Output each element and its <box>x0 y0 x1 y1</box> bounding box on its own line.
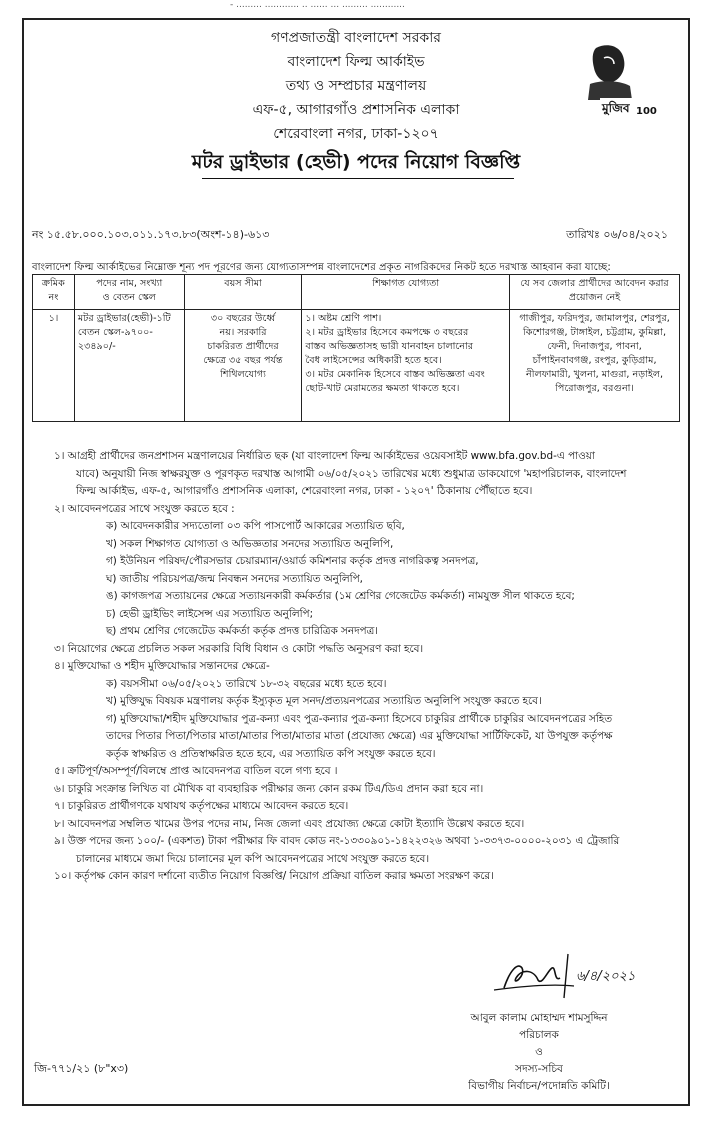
signatory-committee: বিভাগীয় নির্বাচন/পদোন্নতি কমিটি। <box>468 1080 610 1092</box>
intro-text: বাংলাদেশ ফিল্ম আর্কাইভের নিম্নোক্ত শূন্য পদ পূরণের জন্য যোগ্যতাসম্পন্ন বাংলাদেশের প্রকৃত নাগরিকদের নিকট হতে দরখাস্ত আহবান করা যাচ্ছে: <box>32 262 611 273</box>
vacancy-table <box>32 274 680 422</box>
list-item: খ) মুক্তিযুদ্ধ বিষয়ক মন্ত্রণালয় কর্তৃক ইস্যুকৃত মূল সনদ/প্রত্যয়নপত্রের সত্যায়িত অনুলিপি সংযুক্ত করতে হবে। <box>106 695 542 707</box>
svg-text:100: 100 <box>636 106 657 117</box>
title-underline <box>202 178 514 179</box>
signatory-designation: পরিচালক <box>519 1029 559 1041</box>
notice-title: মটর ড্রাইভার (হেভী) পদের নিয়োগ বিজ্ঞপ্তি <box>191 151 521 173</box>
header-line-3: তথ্য ও সম্প্রচার মন্ত্রণালয় <box>285 78 427 94</box>
cell-post: মটর ড্রাইভার(হেভী)-১টি বেতন স্কেল-৯৭০০- ২৩৪৯০/- <box>74 310 184 422</box>
col-districts: যে সব জেলার প্রার্থীদের আবেদন করার প্রয়োজন নেই <box>510 275 680 310</box>
list-item: ঘ) জাতীয় পরিচয়পত্র/জন্ম নিবন্ধন সনদের সত্যায়িত অনুলিপি, <box>106 572 363 585</box>
header-line-4: এফ-৫, আগারগাঁও প্রশাসনিক এলাকা <box>252 102 460 118</box>
signatory-name: আবুল কালাম মোহাম্মদ শামসুদ্দিন <box>470 1012 608 1024</box>
list-item: গ) মুক্তিযোদ্ধা/শহীদ মুক্তিযোদ্ধার পুত্র-কন্যা এবং পুত্র-কন্যার পুত্র-কন্যা হিসেবে চাকুরির প্রার্থীকে চাকুরির আবেদনপত্রের সহিত <box>106 712 613 725</box>
header-line-2: বাংলাদেশ ফিল্ম আর্কাইভ <box>287 54 425 70</box>
list-item: তাদের পিতার পিতা/পিতার মাতা/মাতার পিতা/মাতার মাতা (প্রযোজ্য ক্ষেত্রে) এর মুক্তিযোদ্ধা সার্টিফিকেট, যা উপযুক্ত কর্তৃপক্ষ <box>106 730 613 742</box>
header-line-1: গণপ্রজাতন্ত্রী বাংলাদেশ সরকার <box>271 30 441 46</box>
handwritten-signature <box>464 940 644 1000</box>
list-item: ৫। ক্রটিপূর্ণ/অসম্পূর্ণ/বিলম্বে প্রাপ্ত আবেদনপত্র বাতিল বলে গণ্য হবে । <box>54 765 338 777</box>
list-item: ক) আবেদনকারীর সদ্যতোলা ০৩ কপি পাসপোর্ট আকারের সত্যায়িত ছবি, <box>106 520 405 532</box>
col-age: বয়স সীমা <box>184 275 302 310</box>
conditions-list <box>38 448 678 886</box>
print-reference: জি-৭৭১/২১ (৮"x৩) <box>34 1062 129 1075</box>
signatory-role: সদস্য-সচিব <box>515 1063 563 1075</box>
list-item: ১। আগ্রহী প্রার্থীদের জনপ্রশাসন মন্ত্রণালয়ের নির্ধারিত ছক (যা বাংলাদেশ ফিল্ম আর্কাইভের ওয়েবসাইট www.bfa.gov.bd-এ পাওয়া <box>54 450 595 462</box>
mujib-borsho-logo <box>570 40 657 124</box>
header-line-5: শেরেবাংলা নগর, ঢাকা-১২০৭ <box>273 126 439 142</box>
list-item: ৩। নিয়োগের ক্ষেত্রে প্রচলিত সকল সরকারি বিধি বিধান ও কোটা পদ্ধতি অনুসরণ করা হবে। <box>54 642 424 655</box>
list-item: ২। আবেদনপত্রের সাথে সংযুক্ত করতে হবে : <box>54 502 235 515</box>
cell-serial: ১। <box>33 310 75 422</box>
svg-text:মুজিব: মুজিব <box>602 101 630 115</box>
list-item: চালানের মাধ্যমে জমা দিয়ে চালানের মূল কপি আবেদনপত্রের সাথে সংযুক্ত করতে হবে। <box>76 852 430 865</box>
list-item: যাবে) অনুযায়ী নিজ স্বাক্ষরযুক্ত ও পূরণকৃত দরখাস্ত আগামী ০৬/০৫/২০২১ তারিখের মধ্যে শুধুমাত্র ডাকযোগে 'মহাপরিচালক, বাংলাদেশ <box>76 467 627 480</box>
list-item: ঙ) কাগজপত্র সত্যায়নের ক্ষেত্রে সত্যায়নকারী কর্মকর্তার (১ম শ্রেণির গেজেটেড কর্মকর্তা) নামযুক্ত সীল থাকতে হবে; <box>106 590 575 602</box>
notice-page <box>22 18 690 1106</box>
list-item: গ) ইউনিয়ন পরিষদ/পৌরসভার চেয়ারম্যান/ওয়ার্ড কমিশনার কর্তৃক প্রদত্ত নাগরিকত্ব সনদপত্র, <box>106 555 479 567</box>
col-serial: ক্রমিক নং <box>33 275 75 310</box>
list-item: চ) হেভী ড্রাইভিং লাইসেন্স এর সত্যায়িত অনুলিপি; <box>106 607 314 620</box>
list-item: ৪। মুক্তিযোদ্ধা ও শহীদ মুক্তিযোদ্ধার সন্তানদের ক্ষেত্রে- <box>54 660 270 672</box>
list-item: ক) বয়সসীমা ০৬/০৫/২০২১ তারিখে ১৮-৩২ বছরের মধ্যে হতে হবে। <box>106 677 387 690</box>
list-item: কর্তৃক স্বাক্ষরিত ও প্রতিস্বাক্ষরিত হতে হবে, এর সত্যায়িত কপি সংযুক্ত করতে হবে। <box>106 747 436 760</box>
table-header-row <box>33 275 680 310</box>
memo-number: নং ১৫.৫৮.০০০.১০৩.০১১.১৭৩.৮৩(অংশ-১৪)-৬১৩ <box>32 228 270 241</box>
table-row <box>33 310 680 422</box>
list-item: ৯। উক্ত পদের জন্য ১০০/- (একশত) টাকা পরীক্ষার ফি বাবদ কোড নং-১৩৩০৯০১-১৪২২৩২৬ অথবা ১-৩৩৭৩-০০০০-২০৩১ এ ট্রেজারি <box>54 835 620 847</box>
signature-date: ৬/৪/২০২১ <box>576 969 636 984</box>
memo-date: তারিখঃ ০৬/০৪/২০২১ <box>566 228 668 241</box>
list-item: ফিল্ম আর্কাইভ, এফ-৫, আগারগাঁও প্রশাসনিক এলাকা, শেরেবাংলা নগর, ঢাকা - ১২০৭' ঠিকানায় পৌঁছাতে হবে। <box>76 485 533 497</box>
col-post: পদের নাম, সংখ্যা ও বেতন স্কেল <box>74 275 184 310</box>
list-item: ৮। আবেদনপত্র সম্বলিত খামের উপর পদের নাম, নিজ জেলা এবং প্রযোজ্য ক্ষেত্রে কোটা ইত্যাদি উল্লেখ করতে হবে। <box>54 817 525 830</box>
cell-age: ৩০ বছরের উর্ধ্বে নয়। সরকারি চাকরিরত প্রার্থীদের ক্ষেত্রে ৩৫ বছর পর্যন্ত শিথিলযোগ্য <box>184 310 302 422</box>
list-item: খ) সকল শিক্ষাগত যোগ্যতা ও অভিজ্ঞতার সনদের সত্যায়িত অনুলিপি, <box>106 537 394 550</box>
top-cut-text: - ......... ............ .. ...... ... ......... ............ <box>230 0 405 10</box>
list-item: ছ) প্রথম শ্রেণির গেজেটেড কর্মকর্তা কর্তৃক প্রদত্ত চারিত্রিক সনদপত্র। <box>106 625 378 637</box>
col-qualification: শিক্ষাগত যোগ্যতা <box>302 275 510 310</box>
list-item: ৬। চাকুরি সংক্রান্ত লিখিত বা মৌখিক বা ব্যবহারিক পরীক্ষার জন্য কোন রকম টিএ/ডিএ প্রদান করা হবে না। <box>54 782 484 795</box>
cell-qualification: ১। অষ্টম শ্রেণি পাশ। ২। মটর ড্রাইভার হিসেবে কমপক্ষে ৩ বছরের বাস্তব অভিজ্ঞতাসহ ভারী যানবাহন চালানোর বৈধ লাইসেন্সের অধিকারী হতে হবে। ৩। মটর মেকানিক হিসেবে বাস্তব অভিজ্ঞতা এবং ছোট-খাট মেরামতের ক্ষমতা থাকতে হবে। <box>302 310 510 422</box>
signatory-block <box>424 1010 654 1095</box>
signatory-and: ও <box>535 1046 543 1058</box>
cell-districts: গাজীপুর, ফরিদপুর, জামালপুর, শেরপুর, কিশোরগঞ্জ, টাঙ্গাইল, চট্টগ্রাম, কুমিল্লা, ফেনী, দিনাজপুর, পাবনা, চাঁপাইনবাবগঞ্জ, রংপুর, কুড়িগ্রাম, নীলফামারী, খুলনা, মাগুরা, নড়াইল, পিরোজপুর, বরগুনা। <box>510 310 680 422</box>
list-item: ১০। কর্তৃপক্ষ কোন কারণ দর্শানো ব্যতীত নিয়োগ বিজ্ঞপ্তি/ নিয়োগ প্রক্রিয়া বাতিল করার ক্ষমতা সংরক্ষণ করে। <box>54 870 494 882</box>
list-item: ৭। চাকুরিরত প্রার্থীগণকে যথাযথ কর্তৃপক্ষের মাধ্যমে আবেদন করতে হবে। <box>54 800 349 812</box>
